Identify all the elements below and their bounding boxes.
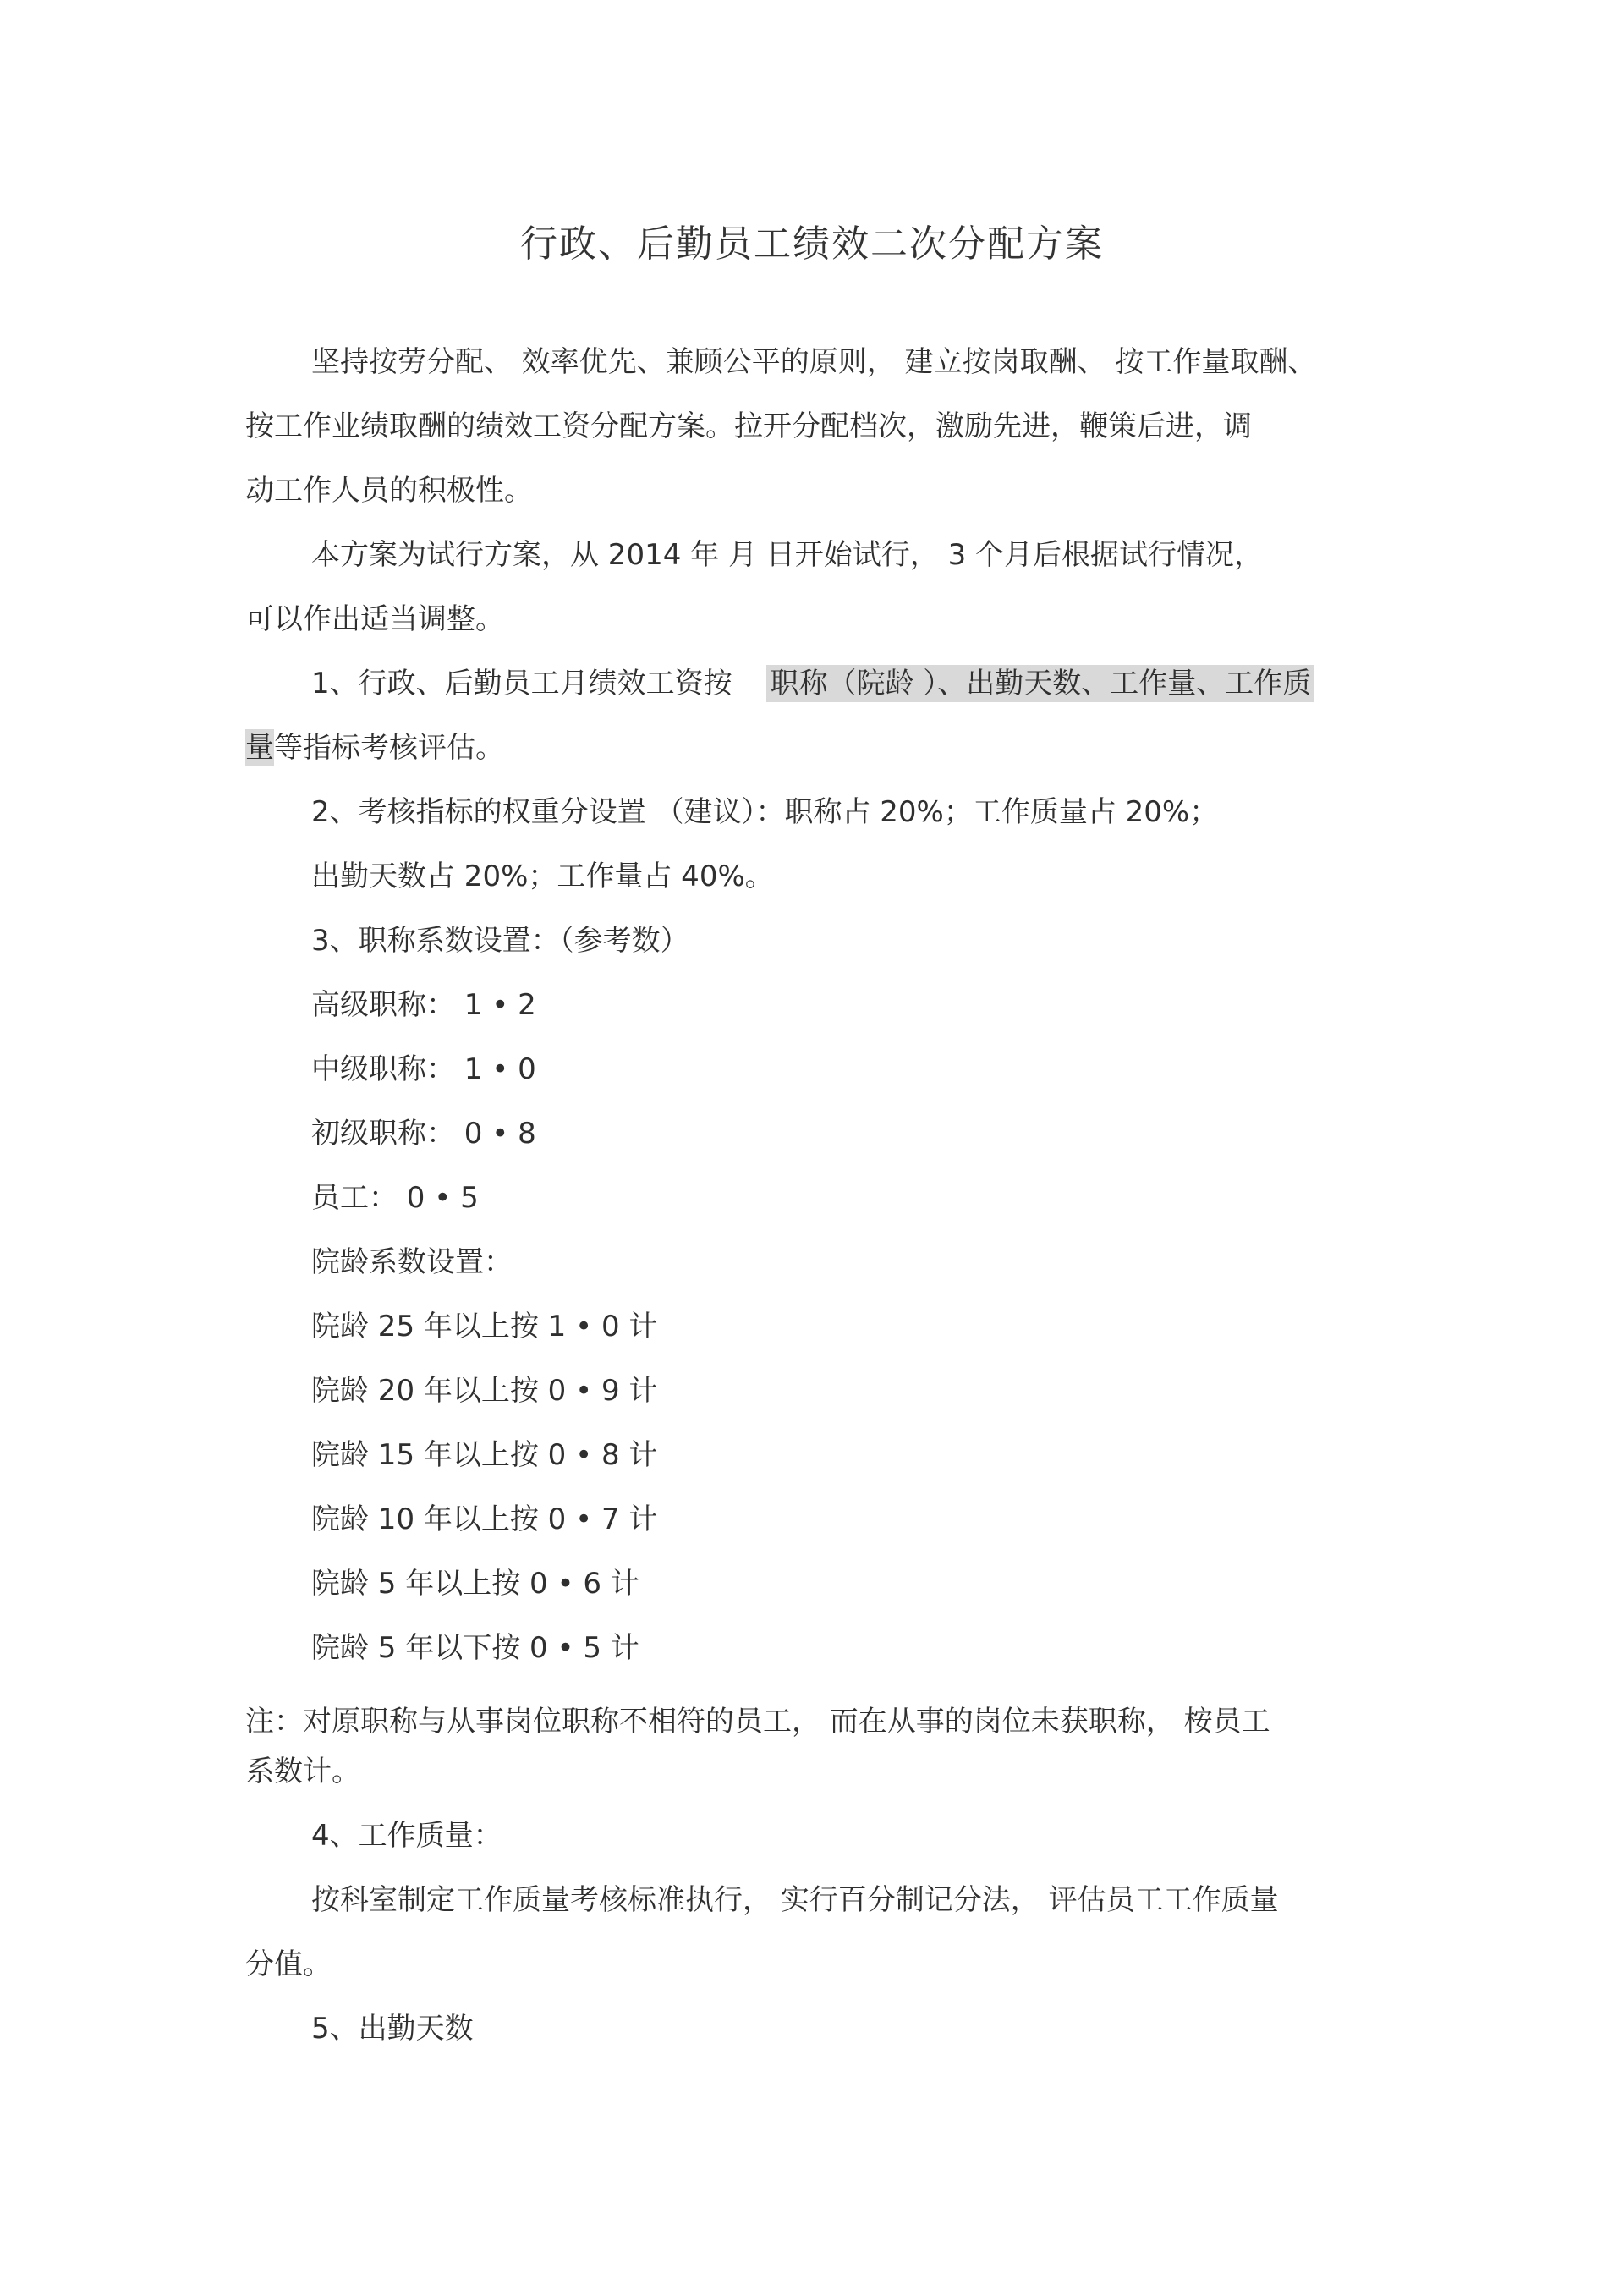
section3-heading: 3、职称系数设置：（参考数）: [311, 924, 689, 958]
seniority-5-below: 院龄 5 年以下按 0 • 5 计: [311, 1631, 639, 1665]
trial-line-2: 可以作出适当调整。: [245, 602, 504, 636]
title-coef-junior: 初级职称： 0 • 8: [311, 1117, 536, 1151]
section2-line-1: 2、考核指标的权重分设置 （建议）：职称占 20%；工作质量占 20%；: [311, 795, 1219, 829]
intro-line-2: 按工作业绩取酬的绩效工资分配方案。拉开分配档次，激励先进，鞭策后进，调: [245, 409, 1252, 443]
title-coef-senior: 高级职称： 1 • 2: [311, 988, 536, 1022]
section1-line-2: [245, 728, 504, 767]
title-coef-middle: 中级职称： 1 • 0: [311, 1052, 536, 1086]
note-line-2: 系数计。: [245, 1755, 360, 1788]
section1-prefix: 1、行政、后勤员工月绩效工资按: [311, 667, 732, 700]
seniority-25: 院龄 25 年以上按 1 • 0 计: [311, 1310, 658, 1343]
seniority-20: 院龄 20 年以上按 0 • 9 计: [311, 1374, 658, 1408]
seniority-10: 院龄 10 年以上按 0 • 7 计: [311, 1502, 658, 1536]
section1-highlight: 职称（院龄 ）、出勤天数、工作量、工作质: [766, 665, 1314, 702]
section4-heading: 4、工作质量：: [311, 1819, 502, 1853]
seniority-heading: 院龄系数设置：: [311, 1245, 513, 1279]
section2-line-2: 出勤天数占 20%；工作量占 40%。: [311, 860, 774, 893]
section4-line-1: 按科室制定工作质量考核标准执行， 实行百分制记分法， 评估员工工作质量: [311, 1883, 1279, 1917]
note-line-1: 注：对原职称与从事岗位职称不相符的员工， 而在从事的岗位未获职称， 桉员工: [245, 1705, 1270, 1738]
document-title: 行政、后勤员工绩效二次分配方案: [520, 222, 1104, 266]
section5-heading: 5、出勤天数: [311, 2012, 474, 2046]
section1-rest: 等指标考核评估。: [274, 731, 504, 765]
section1-line-1: [311, 664, 1314, 703]
section4-line-2: 分值。: [245, 1947, 332, 1981]
section1-highlight-2: 量: [245, 731, 274, 765]
title-coef-staff: 员工： 0 • 5: [311, 1181, 479, 1215]
seniority-15: 院龄 15 年以上按 0 • 8 计: [311, 1438, 658, 1472]
trial-line-1: 本方案为试行方案，从 2014 年 月 日开始试行， 3 个月后根据试行情况，: [311, 538, 1264, 572]
intro-line-1: 坚持按劳分配、 效率优先、兼顾公平的原则， 建立按岗取酬、 按工作量取酬、: [311, 345, 1317, 379]
intro-line-3: 动工作人员的积极性。: [245, 474, 533, 508]
seniority-5-above: 院龄 5 年以上按 0 • 6 计: [311, 1567, 639, 1601]
